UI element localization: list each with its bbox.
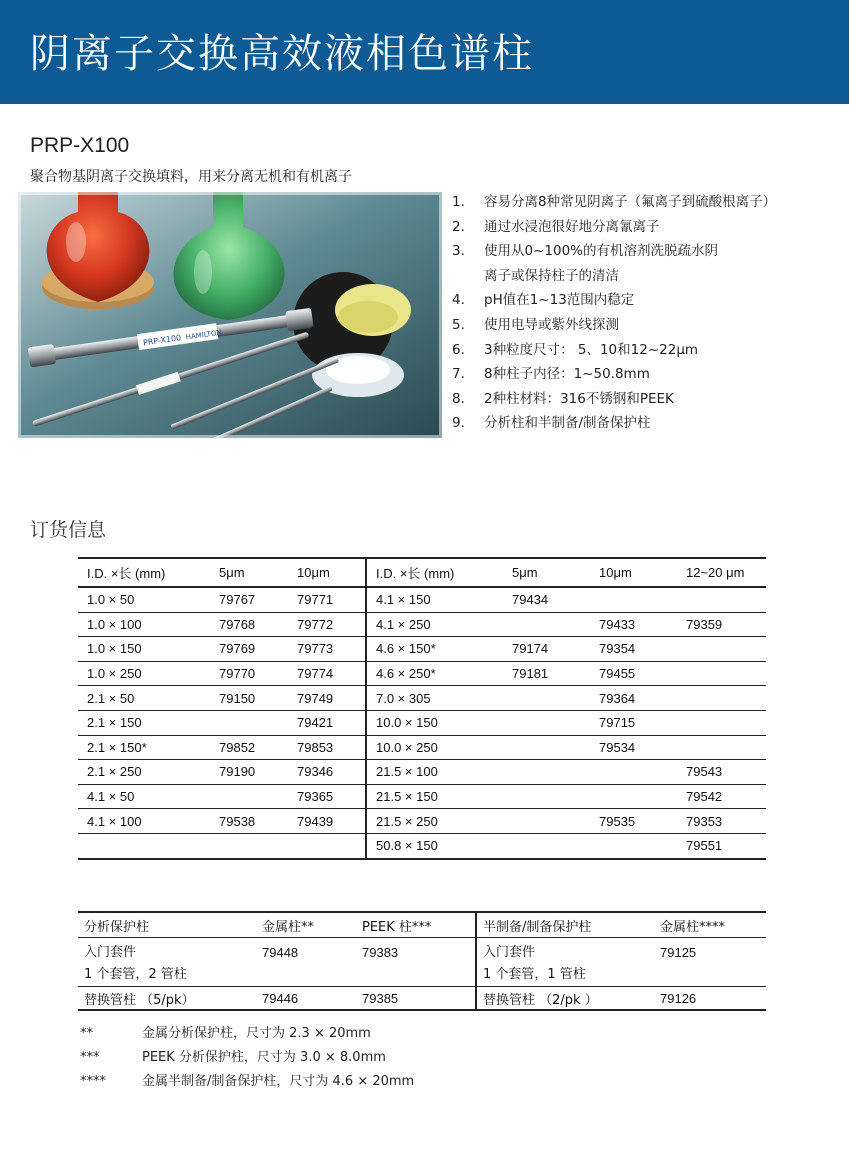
code-10um-cell	[590, 587, 677, 612]
feature-number: 3.	[452, 243, 465, 260]
code-5um-cell: 79174	[503, 637, 590, 662]
ordering-row	[78, 661, 766, 686]
feature-number: 2.	[452, 218, 465, 235]
ordering-row	[78, 612, 766, 637]
feature-item	[452, 215, 842, 240]
code-5um-cell: 79434	[503, 587, 590, 612]
code-12-20um-cell: 79551	[686, 838, 723, 854]
code-10um-cell	[590, 833, 677, 858]
replacement-peek-code: 79385	[356, 987, 476, 1011]
ordering-info-title: 订货信息	[30, 519, 107, 541]
code-10um-cell: 79771	[288, 587, 366, 612]
id-length-cell: 4.1 × 250	[366, 612, 503, 637]
id-length-cell: 2.1 × 150*	[78, 735, 210, 760]
code-10um-cell: 79439	[288, 809, 366, 834]
col-header-id-length: I.D. ×长 (mm)	[366, 558, 503, 587]
code-5um-cell	[503, 710, 590, 735]
starter-kit-label: 入门套件	[84, 945, 137, 960]
col-header-5um: 5μm	[503, 558, 590, 587]
guard-header-prep: 半制备/制备保护柱	[476, 912, 654, 938]
starter-kit-desc: 1 个套管，2 管柱	[84, 967, 187, 982]
code-10um-cell: 79772	[288, 612, 366, 637]
feature-item	[452, 239, 842, 264]
feature-text: 使用电导或紫外线探测	[484, 316, 619, 333]
starter-kit-peek-code: 79383	[362, 945, 399, 960]
code-5um-cell: 79150	[210, 686, 288, 711]
id-length-cell: 7.0 × 305	[366, 686, 503, 711]
product-photo-illustration	[18, 192, 442, 438]
code-12-20um-cell	[677, 735, 766, 760]
col-header-10um: 10μm	[288, 558, 366, 587]
product-subtitle: 聚合物基阴离子交换填料，用来分离无机和有机离子	[30, 169, 352, 185]
id-length-cell: 4.6 × 250*	[366, 661, 503, 686]
code-12-20um-cell	[677, 710, 766, 735]
code-10um-cell: 79853	[288, 735, 366, 760]
guard-header-analytical: 分析保护柱	[78, 912, 256, 938]
code-10um-cell: 79774	[288, 661, 366, 686]
ordering-row	[78, 833, 766, 858]
footnote-mark: ***	[80, 1050, 100, 1065]
guard-header-peek: PEEK 柱***	[356, 912, 476, 938]
code-5um-cell	[503, 833, 590, 858]
code-5um-cell: 79769	[210, 637, 288, 662]
id-length-cell: 10.0 × 250	[366, 735, 503, 760]
feature-number: 9.	[452, 415, 465, 432]
col-header-id-length: I.D. ×长 (mm)	[78, 558, 210, 587]
code-5um-cell: 79768	[210, 612, 288, 637]
feature-item	[452, 313, 842, 338]
id-length-cell: 2.1 × 50	[78, 686, 210, 711]
code-5um-cell	[503, 686, 590, 711]
ordering-row	[78, 686, 766, 711]
footnote-text: 金属分析保护柱，尺寸为 2.3 × 20mm	[142, 1026, 371, 1041]
ordering-table	[78, 557, 766, 860]
starter-kit-metal-code: 79448	[262, 945, 299, 960]
code-12-20um-cell: 79542	[677, 784, 766, 809]
feature-item	[452, 288, 842, 313]
ordering-header-row	[78, 558, 766, 587]
prep-starter-kit-label: 入门套件	[483, 945, 536, 960]
feature-text: 8种柱子内径：1~50.8mm	[484, 366, 650, 383]
guard-header-row	[78, 912, 766, 938]
code-12-20um-cell: 79353	[677, 809, 766, 834]
page-title: 阴离子交换高效液相色谱柱	[30, 31, 534, 77]
prep-starter-kit-metal-code: 79125	[660, 945, 697, 960]
guard-row-starter-kit	[78, 938, 766, 987]
code-12-20um-cell: 79359	[677, 612, 766, 637]
code-5um-cell: 79852	[210, 735, 288, 760]
code-5um-cell	[210, 833, 288, 858]
guard-header-prep-metal: 金属柱****	[654, 912, 766, 938]
code-10um-cell: 79421	[288, 710, 366, 735]
code-5um-cell: 79181	[503, 661, 590, 686]
feature-text: pH值在1~13范围内稳定	[484, 292, 635, 309]
code-5um-cell	[503, 760, 590, 785]
guard-column-table	[78, 911, 766, 1011]
id-length-cell: 10.0 × 150	[366, 710, 503, 735]
feature-text: 容易分离8种常见阴离子（氟离子到硫酸根离子）	[484, 194, 777, 210]
id-length-cell: 2.1 × 150	[78, 710, 210, 735]
id-length-cell: 21.5 × 100	[366, 760, 503, 785]
photo-column-label: PRP-X100	[142, 333, 182, 348]
code-10um-cell: 79354	[590, 637, 677, 662]
id-length-cell: 4.1 × 50	[78, 784, 210, 809]
ordering-row	[78, 760, 766, 785]
feature-text: 分析柱和半制备/制备保护柱	[484, 415, 651, 432]
feature-number: 6.	[452, 341, 465, 358]
feature-number: 8.	[452, 390, 465, 407]
prep-starter-kit-desc: 1 个套管，1 管柱	[483, 967, 586, 982]
feature-item	[452, 411, 842, 436]
code-10um-cell: 79715	[590, 710, 677, 735]
replacement-label: 替换管柱 （5/pk）	[84, 992, 195, 1008]
footnote-text: PEEK 分析保护柱，尺寸为 3.0 × 8.0mm	[142, 1050, 386, 1065]
ordering-row	[78, 735, 766, 760]
guard-cell-label	[78, 938, 256, 987]
code-10um-cell: 79455	[590, 661, 677, 686]
feature-item	[452, 190, 842, 215]
feature-item	[452, 264, 842, 289]
feature-text: 3种粒度尺寸： 5、10和12~22μm	[484, 341, 699, 358]
code-5um-cell: 79770	[210, 661, 288, 686]
id-length-cell: 21.5 × 250	[366, 809, 503, 834]
code-10um-cell: 79534	[590, 735, 677, 760]
ordering-row	[78, 784, 766, 809]
code-12-20um-cell	[677, 637, 766, 662]
code-12-20um-cell	[677, 661, 766, 686]
feature-number: 5.	[452, 316, 465, 333]
code-10um-cell	[590, 760, 677, 785]
feature-text: 离子或保持柱子的清洁	[484, 267, 619, 284]
id-length-cell: 50.8 × 150	[376, 838, 438, 854]
code-5um-cell	[503, 784, 590, 809]
code-10um-cell	[288, 833, 366, 858]
photo-brand-label: HAMILTON	[185, 328, 223, 342]
id-length-cell: 1.0 × 50	[78, 587, 210, 612]
ordering-row	[78, 587, 766, 612]
code-5um-cell	[503, 612, 590, 637]
code-10um-cell	[590, 784, 677, 809]
code-5um-cell: 79190	[210, 760, 288, 785]
id-length-cell: 1.0 × 250	[78, 661, 210, 686]
id-length-cell: 21.5 × 150	[366, 784, 503, 809]
replacement-metal-code: 79446	[262, 990, 299, 1006]
code-10um-cell: 79773	[288, 637, 366, 662]
id-length-cell: 1.0 × 100	[78, 612, 210, 637]
footnote-mark: ****	[80, 1074, 106, 1089]
prep-replacement-metal-code: 79126	[660, 990, 697, 1006]
feature-item	[452, 387, 842, 412]
id-length-cell: 1.0 × 150	[78, 637, 210, 662]
id-length-cell: 4.1 × 150	[366, 587, 503, 612]
code-10um-cell: 79433	[590, 612, 677, 637]
feature-item	[452, 338, 842, 363]
code-12-20um-cell	[677, 587, 766, 612]
guard-row-replacement	[78, 987, 766, 1011]
ordering-row	[78, 637, 766, 662]
ordering-row	[78, 809, 766, 834]
guard-cell-peek	[356, 938, 476, 987]
code-5um-cell	[503, 735, 590, 760]
footnote-text: 金属半制备/制备保护柱，尺寸为 4.6 × 20mm	[142, 1074, 415, 1089]
code-5um-cell	[210, 784, 288, 809]
prep-replacement-label: 替换管柱 （2/pk ）	[483, 992, 598, 1008]
col-header-10um: 10μm	[590, 558, 677, 587]
code-5um-cell	[503, 809, 590, 834]
id-length-cell: 4.6 × 150*	[366, 637, 503, 662]
product-photo	[18, 192, 442, 438]
footnote-mark: **	[80, 1026, 93, 1041]
code-5um-cell: 79538	[210, 809, 288, 834]
feature-text: 2种柱材料：316不锈钢和PEEK	[484, 390, 674, 407]
feature-number: 1.	[452, 194, 465, 210]
feature-number: 4.	[452, 292, 465, 309]
code-10um-cell: 79364	[590, 686, 677, 711]
code-10um-cell: 79749	[288, 686, 366, 711]
code-12-20um-cell: 79543	[677, 760, 766, 785]
guard-cell-prep-metal	[654, 938, 766, 987]
code-12-20um-cell	[677, 686, 766, 711]
guard-cell-metal	[256, 938, 356, 987]
code-10um-cell: 79365	[288, 784, 366, 809]
col-header-12-20um: 12~20 μm	[677, 558, 766, 587]
feature-text: 通过水浸泡很好地分离氰离子	[484, 218, 660, 235]
feature-list	[452, 190, 842, 436]
code-10um-cell: 79346	[288, 760, 366, 785]
id-length-cell: 4.1 × 100	[78, 809, 210, 834]
code-10um-cell: 79535	[590, 809, 677, 834]
product-name: PRP-X100	[30, 134, 130, 157]
guard-header-metal: 金属柱**	[256, 912, 356, 938]
code-5um-cell: 79767	[210, 587, 288, 612]
feature-text: 使用从0~100%的有机溶剂洗脱疏水阴	[484, 243, 718, 260]
feature-number: 7.	[452, 366, 465, 383]
guard-cell-prep-label	[476, 938, 654, 987]
ordering-row	[78, 710, 766, 735]
code-5um-cell	[210, 710, 288, 735]
id-length-cell	[78, 833, 210, 858]
feature-item	[452, 362, 842, 387]
header-banner	[0, 0, 849, 104]
id-length-cell: 2.1 × 250	[78, 760, 210, 785]
col-header-5um: 5μm	[210, 558, 288, 587]
